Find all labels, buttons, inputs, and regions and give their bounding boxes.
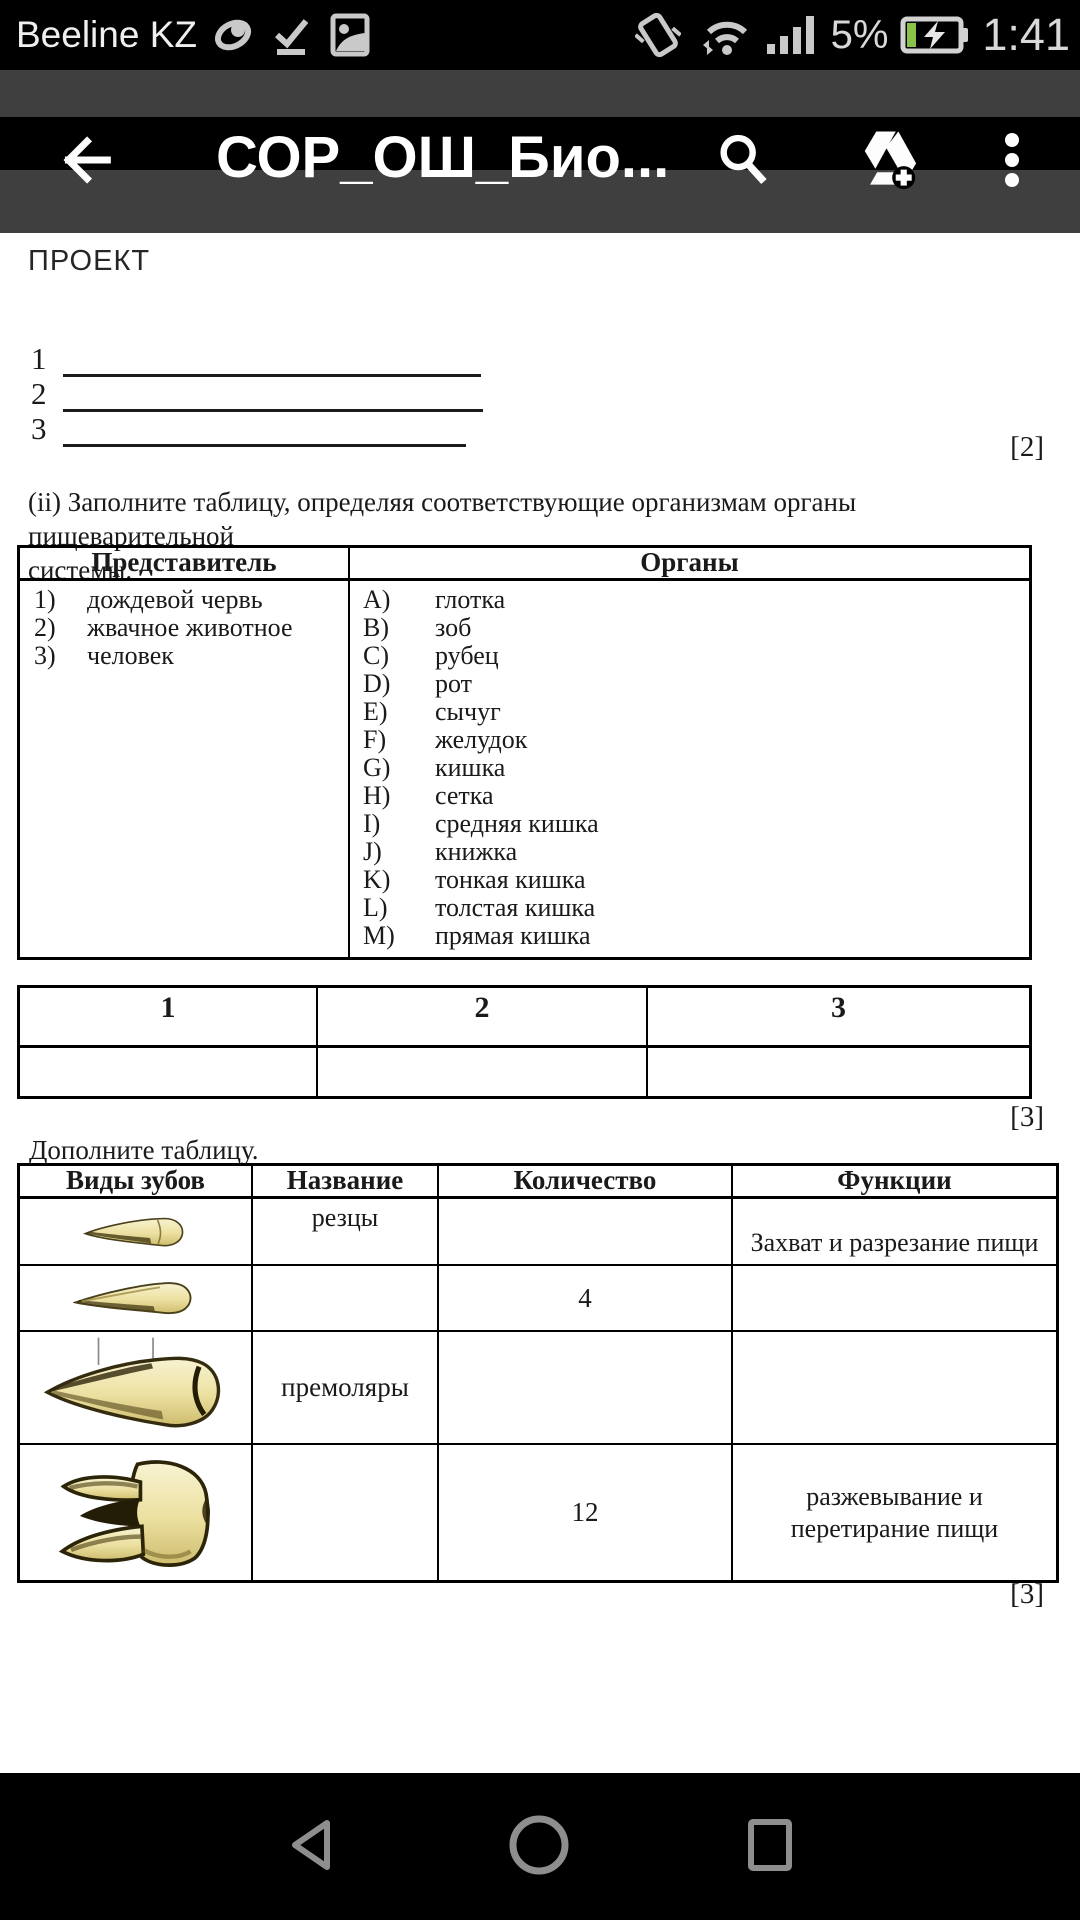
header-function: Функции	[837, 1165, 952, 1195]
organ-item: M) прямая кишка	[363, 921, 591, 950]
organ-item: H) сетка	[363, 781, 494, 810]
teeth-table-header	[20, 1166, 1056, 1199]
score-mark: [2]	[1010, 431, 1044, 463]
representatives-list	[20, 581, 350, 957]
battery-charging-icon	[900, 15, 970, 55]
tooth-function: разжевывание и перетирание пищи	[790, 1481, 999, 1543]
match-table-header	[20, 548, 1029, 581]
more-vert-icon	[996, 132, 1028, 188]
organ-item: K) тонкая кишка	[363, 865, 586, 894]
clock-label: 1:41	[982, 9, 1070, 60]
tooth-count: 4	[578, 1282, 592, 1313]
vibrate-icon	[635, 11, 681, 59]
representative-item: 1) дождевой червь	[34, 585, 263, 614]
score-mark: [3]	[1010, 1101, 1044, 1133]
battery-percent-label: 5%	[830, 12, 889, 57]
header-name: Название	[253, 1166, 439, 1196]
teeth-row-incisor	[20, 1199, 1056, 1266]
answer-rule	[63, 379, 483, 412]
representative-item: 3) человек	[34, 641, 174, 670]
navigation-bar	[0, 1773, 1080, 1920]
organ-item: F) желудок	[363, 725, 528, 754]
organ-item: D) рот	[363, 669, 473, 698]
answer-col-1: 1	[20, 988, 318, 1045]
document-title: СОР_ОШ_Био...	[216, 125, 670, 190]
header-organs: Органы	[640, 547, 739, 577]
teeth-row-premolar	[20, 1332, 1056, 1445]
empty-cell	[20, 1048, 318, 1096]
tooth-name: премоляры	[281, 1372, 409, 1402]
blank-answer-line: 1	[31, 341, 481, 377]
empty-cell	[318, 1048, 648, 1096]
header-tooth-types: Виды зубов	[20, 1166, 253, 1196]
premolar-image	[42, 1336, 230, 1440]
teeth-row-molar	[20, 1445, 1056, 1580]
organ-item: L) толстая кишка	[363, 893, 596, 922]
answer-table-header	[20, 988, 1029, 1048]
download-complete-icon	[269, 13, 313, 57]
complete-table-label: Дополните таблицу.	[29, 1135, 259, 1165]
teeth-row-canine	[20, 1266, 1056, 1332]
answer-col-3: 3	[831, 991, 846, 1024]
nav-back-icon	[283, 1815, 335, 1875]
answer-rule	[63, 414, 466, 447]
organ-item: E) сычуг	[363, 697, 501, 726]
document-page	[0, 233, 1080, 1773]
organs-list	[350, 581, 1029, 957]
back-arrow-icon	[56, 132, 112, 188]
carrier-label: Beeline KZ	[16, 14, 197, 55]
blank-answer-line: 3	[31, 411, 466, 447]
incisor-image	[82, 1210, 190, 1254]
score-mark: [3]	[1010, 1578, 1044, 1610]
add-to-drive-button[interactable]	[854, 128, 918, 193]
answer-table-empty-row	[20, 1048, 1029, 1096]
overflow-menu-button[interactable]	[996, 132, 1028, 191]
organ-item: G) кишка	[363, 753, 506, 782]
viewer-top-zone	[0, 70, 1080, 233]
header-count: Количество	[439, 1166, 733, 1196]
nav-recents-icon	[743, 1815, 797, 1875]
tooth-count: 12	[571, 1497, 599, 1527]
status-bar-right	[621, 9, 1080, 61]
empty-cell	[648, 1048, 1029, 1096]
organ-item: B) зоб	[363, 613, 472, 642]
match-table	[17, 545, 1032, 960]
search-icon	[714, 130, 772, 188]
carrier-app-icon	[211, 13, 255, 57]
nav-home-icon	[507, 1815, 571, 1875]
nav-home-button[interactable]	[507, 1815, 571, 1878]
nav-back-button[interactable]	[283, 1815, 335, 1878]
canine-image	[73, 1274, 199, 1322]
project-label: ПРОЕКТ	[28, 245, 151, 277]
blank-answer-line: 2	[31, 376, 483, 412]
organ-item: A) глотка	[363, 585, 506, 614]
tooth-name: резцы	[311, 1203, 379, 1232]
organ-item: I) средняя кишка	[363, 809, 599, 838]
search-button[interactable]	[714, 130, 772, 191]
status-bar	[0, 0, 1080, 70]
answer-col-2: 2	[318, 988, 648, 1045]
molar-image	[50, 1454, 222, 1572]
task-ii-text: (ii) Заполните таблицу, определяя соответствующие организмам органы пищеварительной системы.	[28, 487, 857, 585]
header-representative: Представитель	[20, 548, 350, 578]
signal-strength-icon	[765, 12, 817, 58]
answer-table	[17, 985, 1032, 1099]
screenshot-icon	[327, 12, 373, 58]
wifi-icon	[695, 12, 751, 58]
tooth-function: Захват и разрезание пищи	[750, 1228, 1039, 1257]
add-to-drive-icon	[854, 128, 918, 190]
organ-item: C) рубец	[363, 641, 499, 670]
representative-item: 2) жвачное животное	[34, 613, 293, 642]
organ-item: J) книжка	[363, 837, 518, 866]
nav-recents-button[interactable]	[743, 1815, 797, 1878]
answer-rule	[63, 344, 481, 377]
back-button[interactable]	[56, 132, 112, 191]
teeth-table	[17, 1163, 1059, 1583]
